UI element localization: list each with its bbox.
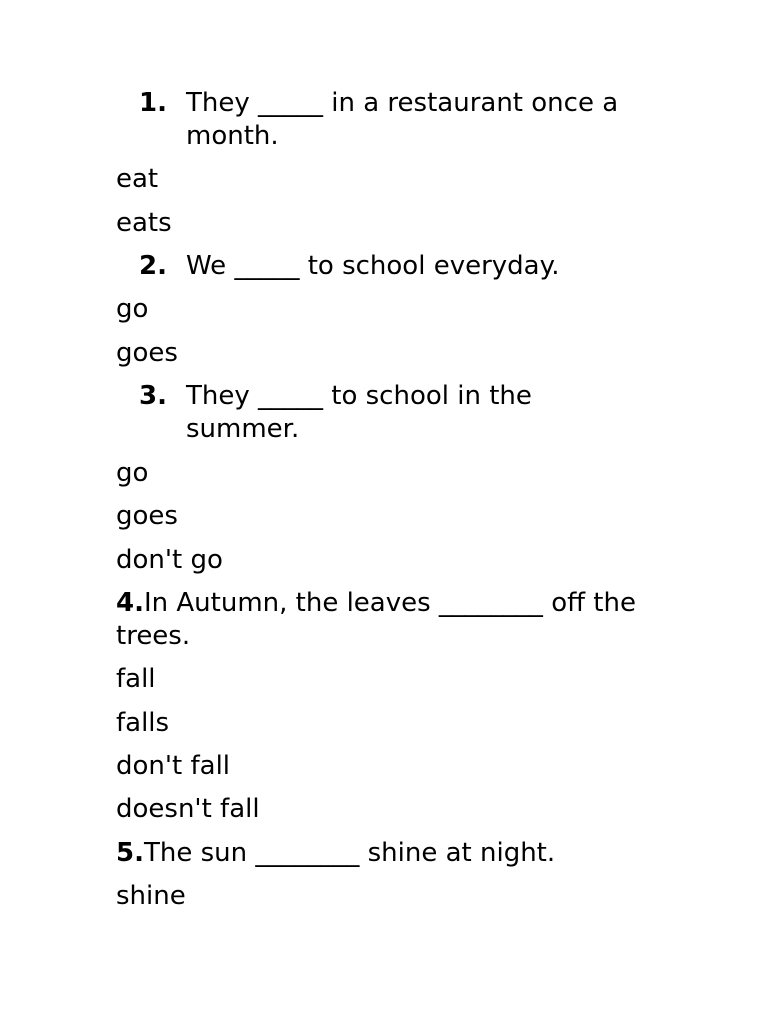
question-4-number: 4. (116, 588, 144, 618)
question-1-option-2: eats (116, 208, 172, 238)
question-1-option-1: eat (116, 164, 159, 194)
question-4 (116, 587, 646, 653)
question-3-text: They _____ to school in the summer. (186, 381, 532, 444)
question-5-text: The sun ________ shine at night. (143, 838, 556, 868)
question-4-option-4: doesn't fall (116, 794, 260, 824)
question-2-option-1: go (116, 294, 149, 324)
question-4-option-1: fall (116, 664, 156, 694)
question-3-option-3: don't go (116, 545, 223, 575)
question-3-number: 3. (139, 381, 167, 411)
question-4-option-3: don't fall (116, 751, 231, 781)
question-5 (116, 837, 716, 870)
question-3-option-2: goes (116, 501, 178, 531)
question-2-option-2: goes (116, 338, 178, 368)
question-1-text: They _____ in a restaurant once a month. (186, 88, 619, 151)
question-5-option-1: shine (116, 881, 186, 911)
question-5-number: 5. (116, 838, 144, 868)
question-3-option-1: go (116, 458, 149, 488)
question-2-text: We _____ to school everyday. (186, 251, 560, 281)
question-4-option-2: falls (116, 708, 170, 738)
question-4-text: In Autumn, the leaves ________ off the trees. (116, 588, 636, 651)
question-1-number: 1. (139, 88, 167, 118)
question-2-number: 2. (139, 251, 167, 281)
